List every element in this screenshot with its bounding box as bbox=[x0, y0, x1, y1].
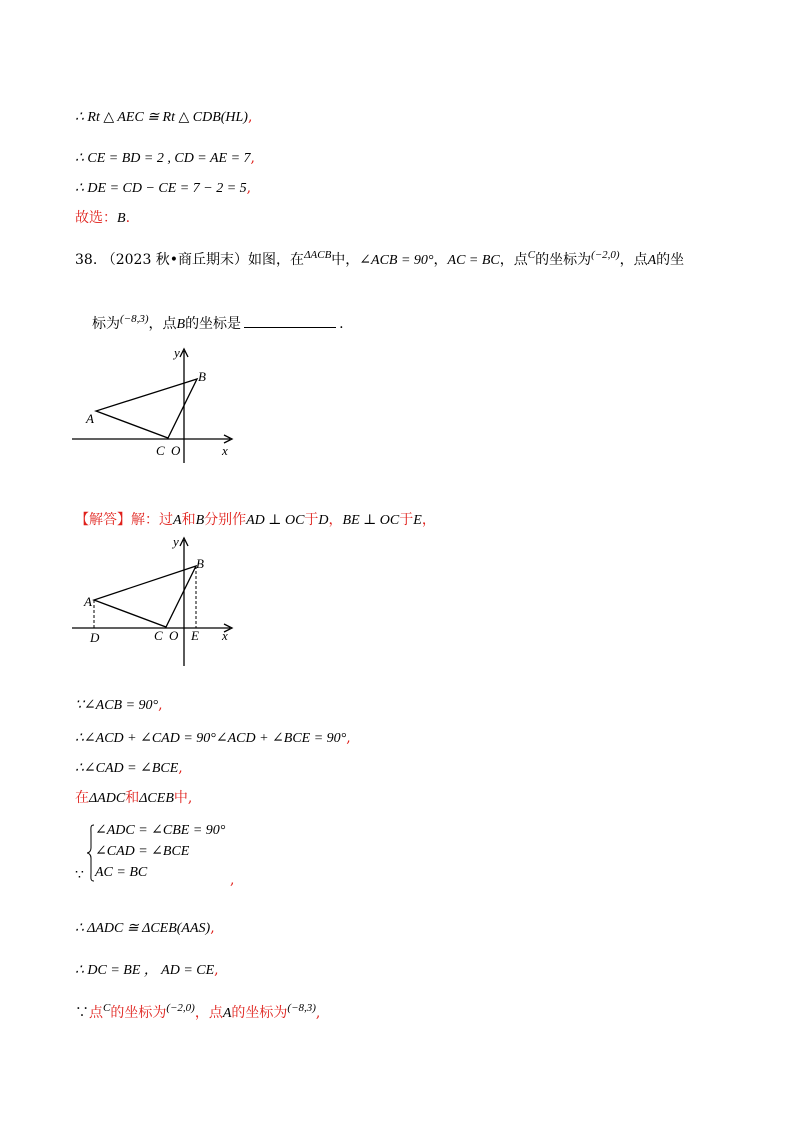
point-b-name: B bbox=[176, 317, 186, 332]
step-text: 点 bbox=[89, 1005, 103, 1021]
line-de-result bbox=[75, 178, 251, 199]
label-b: B bbox=[198, 369, 206, 384]
condition-right-angles: ∠ADC = ∠CBE = 90° bbox=[95, 823, 226, 838]
point-c-coordinate: (−2,0) bbox=[591, 249, 620, 261]
solution-text: 解：过 bbox=[131, 512, 173, 528]
step-text: 在 bbox=[75, 790, 89, 806]
solution-text: ， bbox=[328, 512, 343, 528]
line-end-mark: . bbox=[125, 210, 131, 226]
figure-solution-construction bbox=[70, 534, 245, 669]
line-end-mark: , bbox=[210, 920, 215, 936]
de-result-statement: ∴ DE = CD − CE = 7 − 2 = 5 bbox=[75, 181, 247, 196]
figure-coordinate-triangle bbox=[70, 345, 245, 465]
line-end-mark: , bbox=[246, 180, 252, 196]
point-a-coordinate: (−8,3) bbox=[287, 1002, 316, 1014]
step-text: ∴ DC = BE ， AD = CE bbox=[75, 963, 215, 978]
perpendicular-ad: AD ⊥ OC bbox=[246, 513, 305, 528]
solution-text: 和 bbox=[181, 512, 196, 528]
problem-text: 的坐标是 bbox=[185, 316, 242, 332]
step-in-triangles bbox=[75, 788, 192, 809]
line-end-mark: , bbox=[158, 697, 163, 713]
because-symbol: ∵ bbox=[75, 867, 84, 883]
step-text: 和 bbox=[125, 790, 140, 806]
point-c-coordinate: (−2,0) bbox=[166, 1002, 195, 1014]
line-end-mark: , bbox=[230, 872, 235, 888]
problem-text: ， bbox=[433, 252, 448, 268]
label-b: B bbox=[196, 556, 204, 571]
condition-system bbox=[75, 822, 275, 888]
problem-number: 38. bbox=[75, 252, 98, 268]
point-e-name: E bbox=[413, 513, 422, 528]
step-angle-sums bbox=[75, 728, 351, 749]
point-d-name: D bbox=[318, 513, 329, 528]
label-c: C bbox=[156, 443, 165, 458]
point-a-coordinate: (−8,3) bbox=[120, 313, 149, 325]
because-symbol: ∵ bbox=[75, 1005, 89, 1021]
point-b-name: B bbox=[195, 513, 205, 528]
answer-blank bbox=[244, 313, 336, 328]
problem-source: （2023 秋•商丘期末）如图，在 bbox=[101, 252, 305, 268]
condition-rows bbox=[95, 822, 225, 885]
solution-intro bbox=[75, 510, 436, 531]
right-angle-condition: ∠ACB = 90° bbox=[359, 253, 434, 268]
solution-text: 于 bbox=[304, 512, 319, 528]
step-given-coordinates bbox=[75, 1003, 320, 1024]
equal-sides-condition: AC = BC bbox=[447, 253, 500, 268]
label-o: O bbox=[171, 443, 181, 458]
line-congruence bbox=[75, 107, 252, 128]
problem-text: 的坐标为 bbox=[535, 252, 592, 268]
line-end-mark: , bbox=[247, 109, 253, 125]
step-text: ∴∠ACD + ∠CAD = 90°∠ACD + ∠BCE = 90° bbox=[75, 731, 347, 746]
line-end-mark: , bbox=[315, 1005, 321, 1021]
problem-text: ，点 bbox=[499, 252, 528, 268]
step-congruent-aas bbox=[75, 918, 215, 939]
equal-segments-statement: ∴ CE = BD = 2 , CD = AE = 7 bbox=[75, 151, 251, 166]
label-e: E bbox=[191, 628, 199, 643]
line-end-mark: , bbox=[214, 962, 219, 978]
step-text: ∴∠CAD = ∠BCE bbox=[75, 761, 179, 776]
triangle-adc: ΔADC bbox=[89, 791, 126, 806]
point-c-name: C bbox=[103, 1002, 111, 1014]
condition-equal-sides: AC = BC bbox=[95, 865, 148, 880]
line-end-mark: , bbox=[346, 730, 351, 746]
line-end-mark: , bbox=[178, 760, 183, 776]
step-text: ∵∠ACB = 90° bbox=[75, 698, 159, 713]
line-end-mark: , bbox=[250, 150, 255, 166]
solution-tag: 【解答】 bbox=[75, 512, 131, 528]
problem-38-line1 bbox=[75, 250, 684, 271]
step-text: 的坐标为 bbox=[110, 1005, 167, 1021]
problem-text: 的坐 bbox=[656, 252, 685, 268]
answer-label: 故选： bbox=[75, 210, 117, 226]
step-text: ∴ ΔADC ≅ ΔCEB(AAS) bbox=[75, 921, 211, 936]
label-o: O bbox=[169, 628, 179, 643]
line-answer-choice bbox=[75, 208, 130, 229]
problem-text: ，点 bbox=[619, 252, 648, 268]
label-a: A bbox=[84, 594, 92, 609]
perpendicular-be: BE ⊥ OC bbox=[342, 513, 400, 528]
left-brace-icon bbox=[87, 824, 95, 882]
label-x: x bbox=[222, 628, 228, 643]
step-text: 的坐标为 bbox=[231, 1005, 288, 1021]
point-a-name: A bbox=[173, 513, 182, 528]
problem-text: 标为 bbox=[92, 316, 120, 332]
label-y: y bbox=[174, 345, 180, 360]
triangle-acb bbox=[96, 379, 197, 438]
step-corresponding-sides bbox=[75, 960, 219, 981]
step-equal-angles bbox=[75, 758, 183, 779]
step-text: 中, bbox=[173, 790, 193, 806]
answer-value: B bbox=[117, 211, 126, 226]
problem-text: ，点 bbox=[148, 316, 177, 332]
step-right-angle bbox=[75, 695, 163, 716]
label-c: C bbox=[154, 628, 163, 643]
point-a-name: A bbox=[647, 253, 657, 268]
line-equal-segments bbox=[75, 148, 255, 169]
solution-text: 于 bbox=[399, 512, 414, 528]
step-text: ，点 bbox=[194, 1005, 223, 1021]
label-y: y bbox=[173, 534, 179, 549]
triangle-acb bbox=[94, 566, 196, 627]
triangle-name: ΔACB bbox=[304, 249, 332, 261]
problem-38-line2 bbox=[92, 313, 344, 335]
condition-equal-angles: ∠CAD = ∠BCE bbox=[95, 844, 190, 859]
label-a: A bbox=[86, 411, 94, 426]
solution-text: 分别作 bbox=[204, 512, 247, 528]
solution-text: ， bbox=[421, 512, 436, 528]
point-a-name: A bbox=[222, 1006, 232, 1021]
label-d: D bbox=[90, 630, 100, 645]
label-x: x bbox=[222, 443, 228, 458]
congruence-statement: ∴ Rt △ AEC ≅ Rt △ CDB(HL) bbox=[75, 110, 248, 125]
triangle-ceb: ΔCEB bbox=[139, 791, 174, 806]
problem-text: . bbox=[339, 316, 344, 332]
point-c-name: C bbox=[527, 249, 536, 261]
problem-text: 中， bbox=[331, 252, 360, 268]
